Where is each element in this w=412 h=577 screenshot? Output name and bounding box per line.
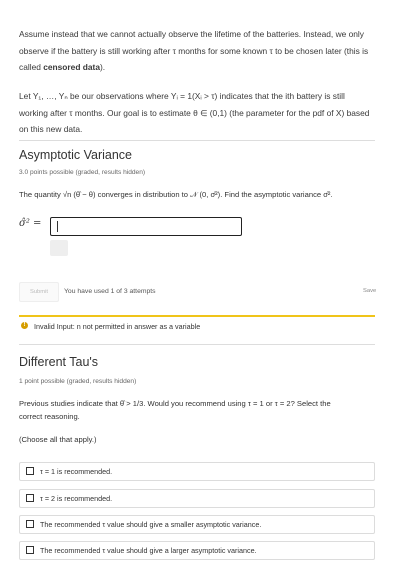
points-info: 1 point possible (graded, results hidden) xyxy=(19,378,137,385)
choice-tau-2[interactable] xyxy=(19,489,375,508)
choice-tau-1[interactable] xyxy=(19,462,375,481)
choice-label: The recommended τ value should give a smaller asymptotic variance. xyxy=(40,520,262,529)
formula-preview xyxy=(50,240,68,256)
observations-paragraph xyxy=(19,88,391,138)
variance-answer-input[interactable] xyxy=(50,217,242,236)
asymptotic-variance-title: Asymptotic Variance xyxy=(19,148,133,162)
intro-text: ). xyxy=(100,62,106,72)
checkbox[interactable] xyxy=(26,546,34,554)
censored-data-term: censored data xyxy=(43,62,101,72)
choice-larger-variance[interactable] xyxy=(19,541,375,560)
warning-icon: ! xyxy=(21,322,28,329)
divider xyxy=(19,140,375,141)
submit-button[interactable]: Submit xyxy=(19,282,59,302)
choose-all-note: (Choose all that apply.) xyxy=(19,435,97,444)
question-text: The quantity √n (θ̂ − θ) converges in distribution to 𝒩 (0, σ̂²). Find the asymptotic variance σ̂². xyxy=(19,190,333,199)
question-text: Previous studies indicate that θ̂ > 1/3. Would you recommend using τ = 1 or τ = 2? Select the xyxy=(19,399,331,408)
points-info: 3.0 points possible (graded, results hidden) xyxy=(19,169,146,176)
save-button[interactable]: Save xyxy=(363,288,377,294)
intro-line xyxy=(19,59,389,76)
attempts-count: You have used 1 of 3 attempts xyxy=(64,288,156,295)
question-text: correct reasoning. xyxy=(19,412,80,421)
different-taus-title: Different Tau's xyxy=(19,355,99,369)
choice-label: τ = 2 is recommended. xyxy=(40,494,113,503)
intro-line: Assume instead that we cannot actually observe the lifetime of the batteries. Instead, we only xyxy=(19,29,364,39)
intro-line: Let Y₁, …, Yₙ be our observations where Yᵢ = 1(Xᵢ > τ) indicates that the ith battery is still xyxy=(19,91,345,101)
choice-label: The recommended τ value should give a larger asymptotic variance. xyxy=(40,546,257,555)
variance-label: σ̂² = xyxy=(19,218,42,229)
intro-text: called xyxy=(19,62,44,72)
intro-line: on this new data. xyxy=(19,124,83,134)
choice-smaller-variance[interactable] xyxy=(19,515,375,534)
choice-label: τ = 1 is recommended. xyxy=(40,467,113,476)
intro-paragraph xyxy=(19,26,389,76)
checkbox[interactable] xyxy=(26,520,34,528)
warning-accent-bar xyxy=(19,315,375,317)
checkbox[interactable] xyxy=(26,494,34,502)
checkbox[interactable] xyxy=(26,467,34,475)
intro-line: observe if the battery is still working after τ months for some known τ to be chosen later (this is xyxy=(19,45,369,56)
intro-line: working after τ months. Our goal is to estimate θ ∈ (0,1) (the parameter for the pdf of X) based xyxy=(19,107,370,118)
text-caret xyxy=(57,221,58,232)
warning-message: Invalid Input: n not permitted in answer as a variable xyxy=(34,322,201,331)
divider xyxy=(19,344,375,345)
